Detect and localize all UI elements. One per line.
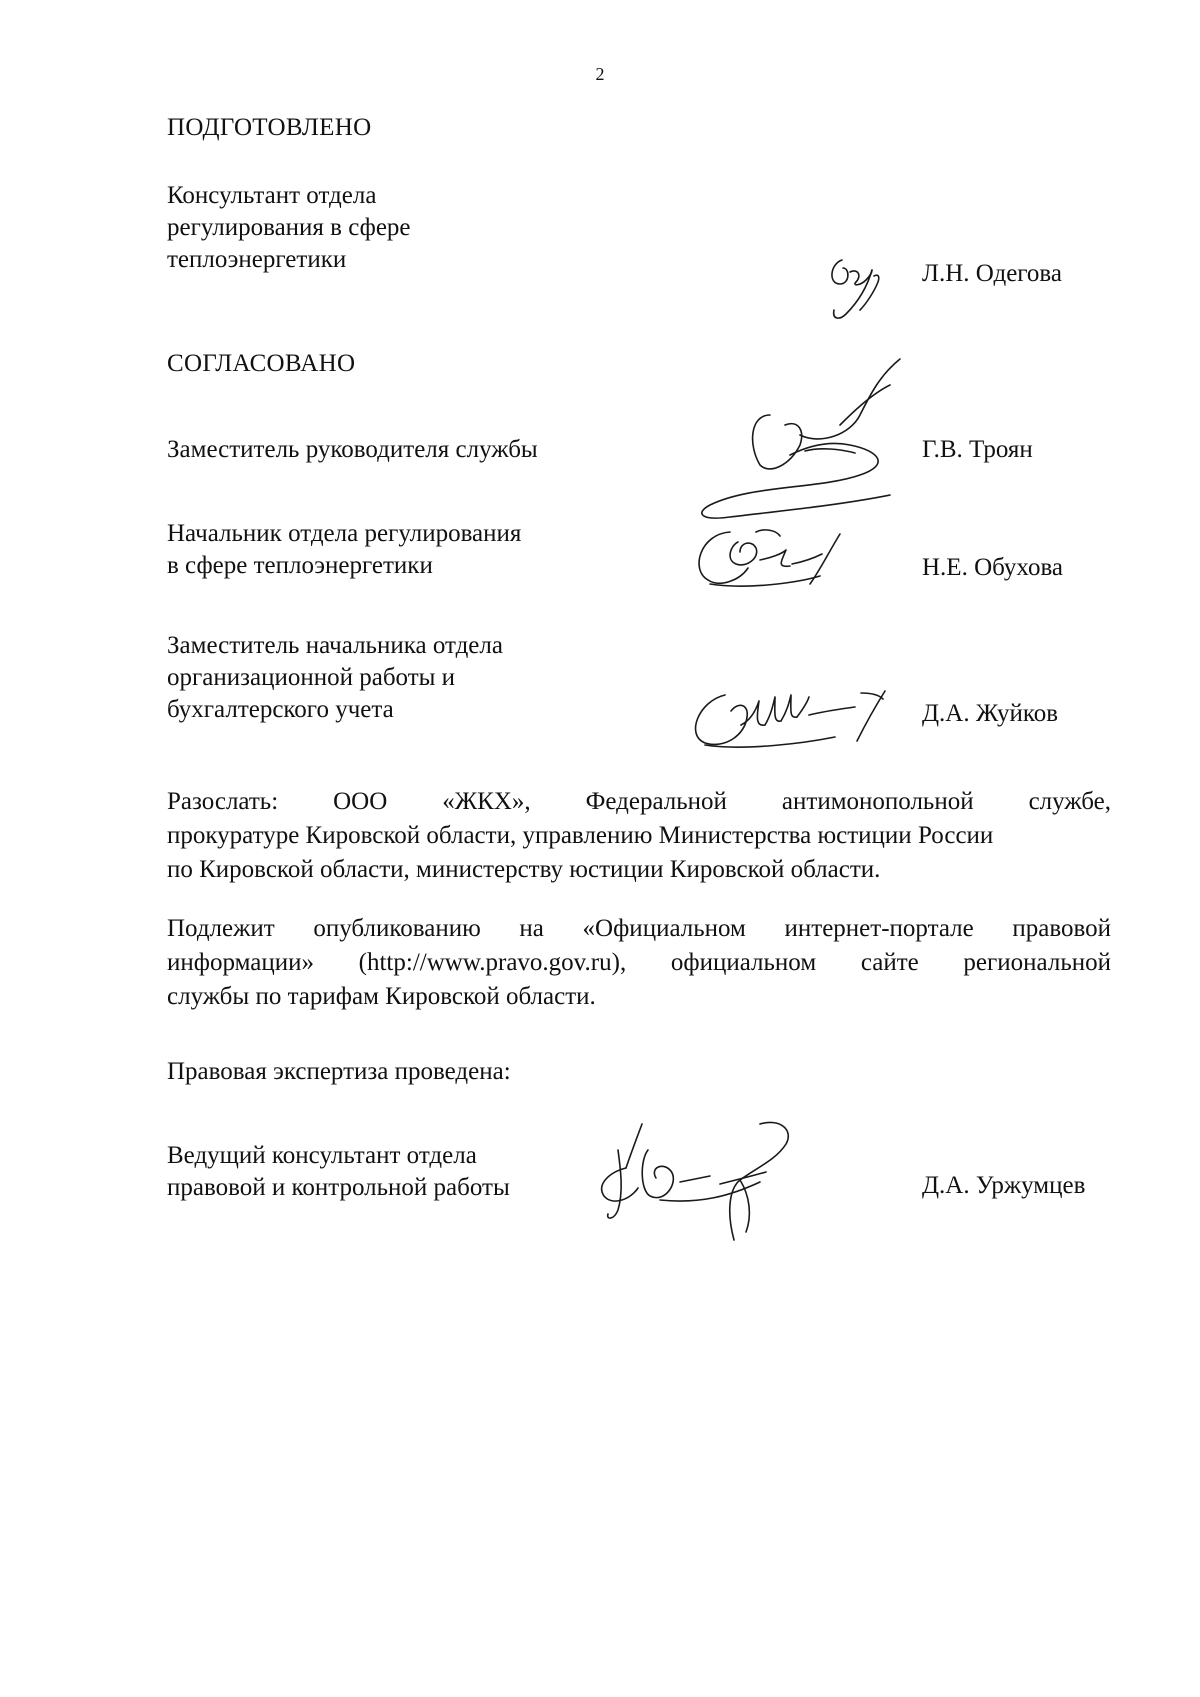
agreed-name-3: Д.А. Жуйков bbox=[922, 700, 1059, 727]
page-number: 2 bbox=[595, 64, 605, 84]
prepared-position-line: регулирования в сфере bbox=[167, 214, 411, 241]
prepared-position-line: теплоэнергетики bbox=[167, 246, 347, 273]
agreed-position-line: бухгалтерского учета bbox=[167, 696, 394, 723]
agreed-name-1: Г.В. Троян bbox=[922, 436, 1033, 463]
signature-zhuykov bbox=[685, 685, 895, 755]
agreed-position-2 bbox=[167, 518, 521, 582]
agreed-position-line: в сфере теплоэнергетики bbox=[167, 552, 433, 579]
signature-urzhumtsev bbox=[590, 1120, 850, 1250]
prepared-position bbox=[167, 180, 411, 276]
agreed-position-3 bbox=[167, 630, 503, 726]
distribution-line: Разослать: ООО «ЖКХ», Федеральной антимонопольной службе, bbox=[167, 788, 1111, 815]
agreed-position-line: Начальник отдела регулирования bbox=[167, 520, 522, 547]
publication-line: Подлежит опубликованию на «Официальном интернет-портале правовой bbox=[167, 915, 1111, 942]
prepared-position-line: Консультант отдела bbox=[167, 182, 377, 209]
publication-line: службы по тарифам Кировской области. bbox=[167, 983, 596, 1010]
legal-position-line: правовой и контрольной работы bbox=[167, 1174, 510, 1201]
agreed-position-1 bbox=[167, 434, 538, 466]
agreed-position-line: организационной работы и bbox=[167, 664, 456, 691]
signature-obukhova bbox=[690, 520, 870, 600]
signature-troyan bbox=[690, 355, 920, 525]
legal-name: Д.А. Уржумцев bbox=[922, 1172, 1086, 1199]
legal-position bbox=[167, 1140, 510, 1204]
distribution-paragraph bbox=[167, 785, 1111, 887]
publication-line: информации» (http://www.pravo.gov.ru), официальном сайте региональной bbox=[167, 949, 1111, 976]
agreed-name-2: Н.Е. Обухова bbox=[922, 554, 1064, 581]
distribution-line: прокуратуре Кировской области, управлению Министерства юстиции России bbox=[167, 822, 994, 849]
legal-statement: Правовая экспертиза проведена: bbox=[167, 1058, 511, 1085]
prepared-heading: ПОДГОТОВЛЕНО bbox=[167, 114, 372, 141]
prepared-name: Л.Н. Одегова bbox=[922, 260, 1063, 287]
agreed-position-line: Заместитель руководителя службы bbox=[167, 436, 538, 463]
signature-odegova bbox=[810, 250, 910, 330]
distribution-line: по Кировской области, министерству юстиции Кировской области. bbox=[167, 856, 881, 883]
agreed-heading: СОГЛАСОВАНО bbox=[167, 350, 356, 377]
publication-paragraph bbox=[167, 912, 1111, 1014]
legal-position-line: Ведущий консультант отдела bbox=[167, 1142, 477, 1169]
agreed-position-line: Заместитель начальника отдела bbox=[167, 632, 503, 659]
